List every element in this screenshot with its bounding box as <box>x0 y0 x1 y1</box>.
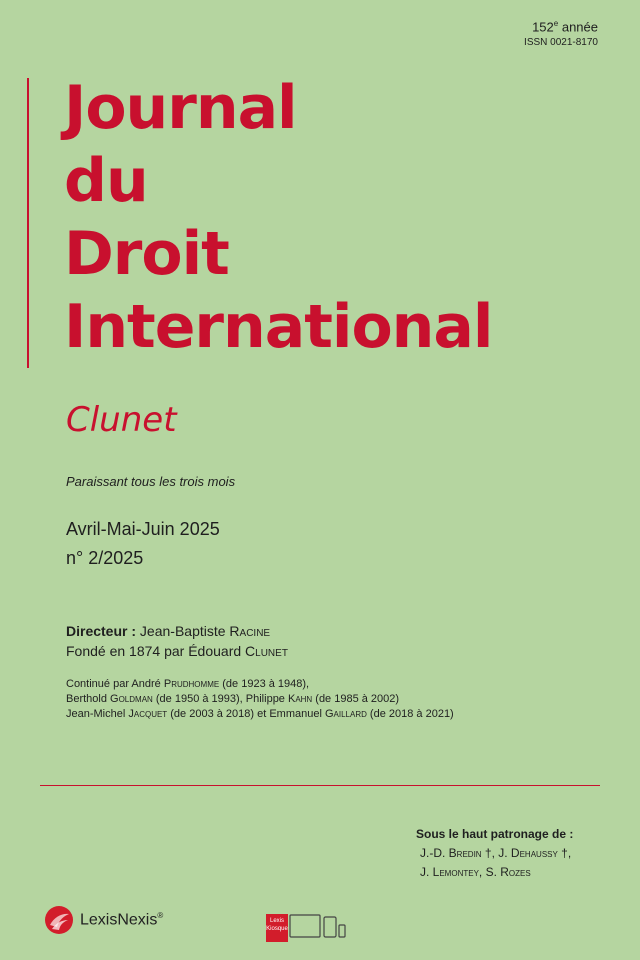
volume-info <box>524 16 598 51</box>
issue-period: Avril-Mai-Juin 2025 <box>66 519 220 539</box>
patronage-block <box>416 825 573 882</box>
title-line-2: du <box>64 146 148 216</box>
issn: ISSN 0021-8170 <box>524 37 598 49</box>
journal-title <box>64 72 492 364</box>
patronage-line-2: J. Lemontey, S. Rozes <box>420 865 531 879</box>
continuation-block <box>66 677 454 722</box>
patronage-line-1: J.-D. Bredin †, J. Dehaussy †, <box>420 846 572 860</box>
founded-line: Fondé en 1874 par Édouard Clunet <box>66 643 288 659</box>
title-line-1: Journal <box>64 73 297 143</box>
publisher-name: LexisNexis® <box>80 910 164 929</box>
lexis-kiosque-logo <box>266 912 346 942</box>
issue-info <box>66 515 220 573</box>
journal-subtitle: Clunet <box>66 400 177 440</box>
title-vertical-rule <box>27 78 29 368</box>
continuation-line-3: Jean-Michel Jacquet (de 2003 à 2018) et Emmanuel Gaillard (de 2018 à 2021) <box>66 708 454 720</box>
frequency-text: Paraissant tous les trois mois <box>66 474 236 489</box>
horizontal-divider <box>40 785 600 786</box>
patronage-heading: Sous le haut patronage de : <box>416 827 574 841</box>
title-line-3: Droit <box>64 219 229 289</box>
director-block <box>66 621 288 661</box>
director-line: Directeur : Jean-Baptiste Racine <box>66 623 271 639</box>
year-label: 152e année <box>532 19 598 35</box>
continuation-line-2: Berthold Goldman (de 1950 à 1993), Philippe Kahn (de 1985 à 2002) <box>66 693 400 705</box>
continuation-line-1: Continué par André Prudhomme (de 1923 à 1948), <box>66 678 310 690</box>
lexisnexis-emblem-icon <box>44 905 74 935</box>
issue-number: n° 2/2025 <box>66 548 144 568</box>
lexisnexis-logo <box>44 905 163 935</box>
kiosque-badge: Lexis Kiosque <box>266 914 288 942</box>
devices-icon <box>288 912 346 942</box>
title-line-4: International <box>64 292 493 362</box>
